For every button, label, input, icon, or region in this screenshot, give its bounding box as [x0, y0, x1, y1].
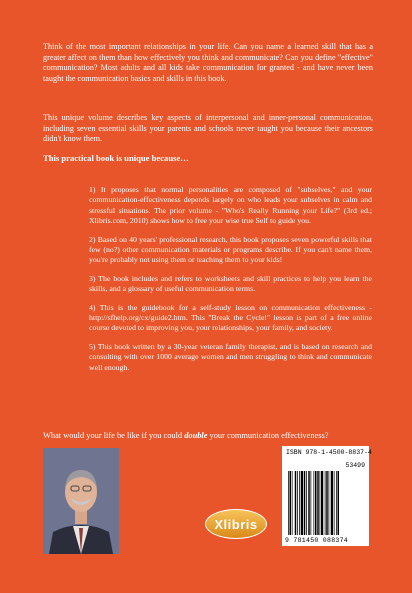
intro-paragraph-2: This unique volume describes key aspects of interpersonal and inner-personal communication, including seven essential skills your parents and schools never taught you because their ancestors didn't know them. [43, 113, 373, 144]
publisher-logo-text: Xlibris [214, 516, 258, 532]
list-item: 3) The book includes and refers to worksheets and skill practices to help you learn the skills, and a glossary of useful communication terms. [89, 273, 372, 294]
closing-question [43, 431, 328, 440]
list-item: 2) Based on 40 years' professional research, this book proposes seven powerful skills that few (no?) other communication materials or programs describe. If you can't name them, you're probably not using them or teaching them to your kids! [89, 234, 372, 265]
question-text-start: What would your life be like if you could [43, 431, 185, 440]
barcode-bars-icon [288, 471, 363, 535]
list-item: 4) This is the guidebook for a self-study lesson on communication effectiveness - http://sfhelp.org/cx/guide2.htm. This "Break the Cycle!" lesson is part of a free online course devoted to improving you, your relationships, your family, and society. [89, 302, 372, 333]
question-text-end: your communication effectiveness? [207, 431, 329, 440]
question-emphasis: double [184, 431, 208, 440]
author-photo [43, 448, 119, 554]
barcode [282, 446, 372, 546]
list-item: 5) This book written by a 30-year veteran family therapist, and is based on research and consulting with over 1000 average women and men struggling to think and communicate well enough. [89, 341, 372, 372]
section-heading: This practical book is unique because… [43, 153, 189, 163]
points-list [89, 185, 372, 381]
price-code: 53499 [345, 462, 365, 469]
intro-paragraph-1: Think of the most important relationships in your life. Can you name a learned skill that has a greater affect on them than how effectively you think and communicate? Can you define "effective" communication? Most adults and all kids take communication for granted - and have never been taught the communication basics and skills in this book. [43, 42, 373, 83]
publisher-logo [205, 509, 267, 539]
list-item: 1) It proposes that normal personalities are composed of "subselves," and your communication-effectiveness depends largely on who leads your subselves in calm and stressful situations. The prior volume - "Who's Really Running your Life?" (3rd ed.; Xlibris.com, 2010) shows how to free your wise true Self to guide you. [89, 185, 372, 226]
isbn-text: ISBN 978-1-4500-8837-4 [286, 449, 372, 456]
barcode-digits: 9 781450 088374 [285, 537, 349, 544]
author-portrait-icon [43, 448, 119, 554]
